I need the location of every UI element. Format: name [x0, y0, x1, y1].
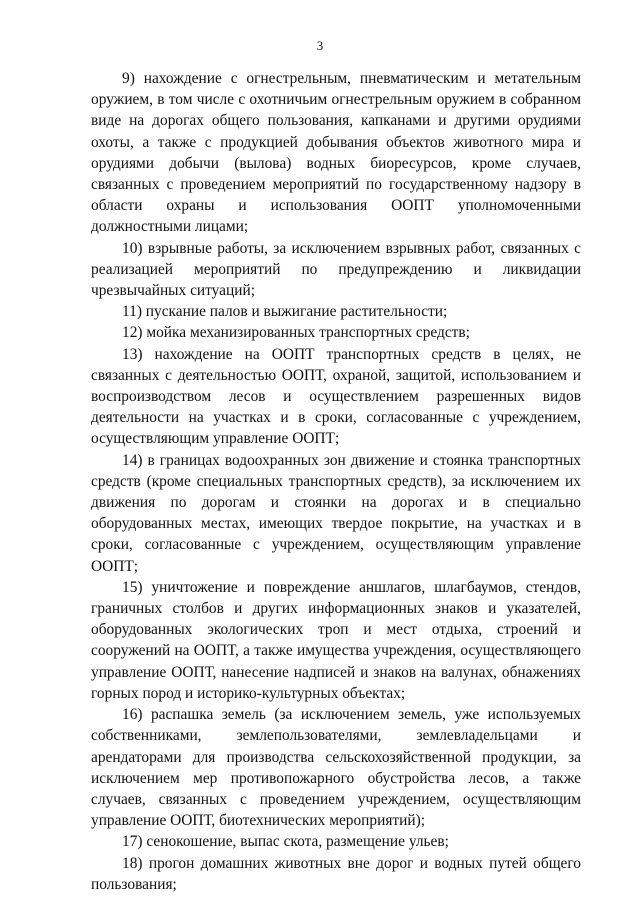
list-item-14: 14) в границах водоохранных зон движение и стоянка транспортных средств (кроме специальных транспортных средств), за исключением их движения по дорогам и стоянки на дорогах и в специально оборудованных местах, имеющих твердое покрытие, на участках и в сроки, согласованные с учреждением, осуществляющим управление ООПТ;: [91, 451, 581, 575]
list-item-9: 9) нахождение с огнестрельным, пневматическим и метательным оружием, в том числе с охотничьим огнестрельным оружием в собранном виде на дорогах общего пользования, капканами и другими орудиями охоты, а также с продукцией добывания объектов животного мира и орудиями добычи (вылова) водных биоресурсов, кроме случаев, связанных с проведением мероприятий по государственному надзору в области охраны и использования ООПТ уполномоченными должностными лицами;: [91, 70, 581, 236]
list-item-17: 17) сенокошение, выпас скота, размещение ульев;: [122, 833, 449, 851]
document-body: [91, 68, 581, 895]
list-item-11: 11) пускание палов и выжигание растительности;: [122, 303, 448, 321]
list-item-12: 12) мойка механизированных транспортных средств;: [122, 324, 470, 342]
list-item-16: 16) распашка земель (за исключением земель, уже используемых собственниками, землепользователями, землевладельцами и арендаторами для производства сельскохозяйственной продукции, за исключением мер противопожарного обустройства лесов, а также случаев, связанных с проведением учреждением, осуществляющим управление ООПТ, биотехнических мероприятий);: [91, 706, 581, 830]
list-item-13: 13) нахождение на ООПТ транспортных средств в целях, не связанных с деятельностью ООПТ, охраной, защитой, использованием и воспроизводством лесов и осуществлением разрешенных видов деятельности на участках и в сроки, согласованные с учреждением, осуществляющим управление ООПТ;: [91, 345, 581, 448]
list-item-18: 18) прогон домашних животных вне дорог и водных путей общего пользования;: [91, 854, 581, 893]
page-number: 3: [316, 38, 324, 53]
list-item-10: 10) взрывные работы, за исключением взрывных работ, связанных с реализацией мероприятий по предупреждению и ликвидации чрезвычайных ситуаций;: [91, 239, 581, 300]
list-item-15: 15) уничтожение и повреждение аншлагов, шлагбаумов, стендов, граничных столбов и других информационных знаков и указателей, оборудованных экологических троп и мест отдыха, строений и сооружений на ООПТ, а также имущества учреждения, осуществляющего управление ООПТ, нанесение надписей и знаков на валунах, обнажениях горных пород и историко-культурных объектах;: [91, 578, 581, 702]
